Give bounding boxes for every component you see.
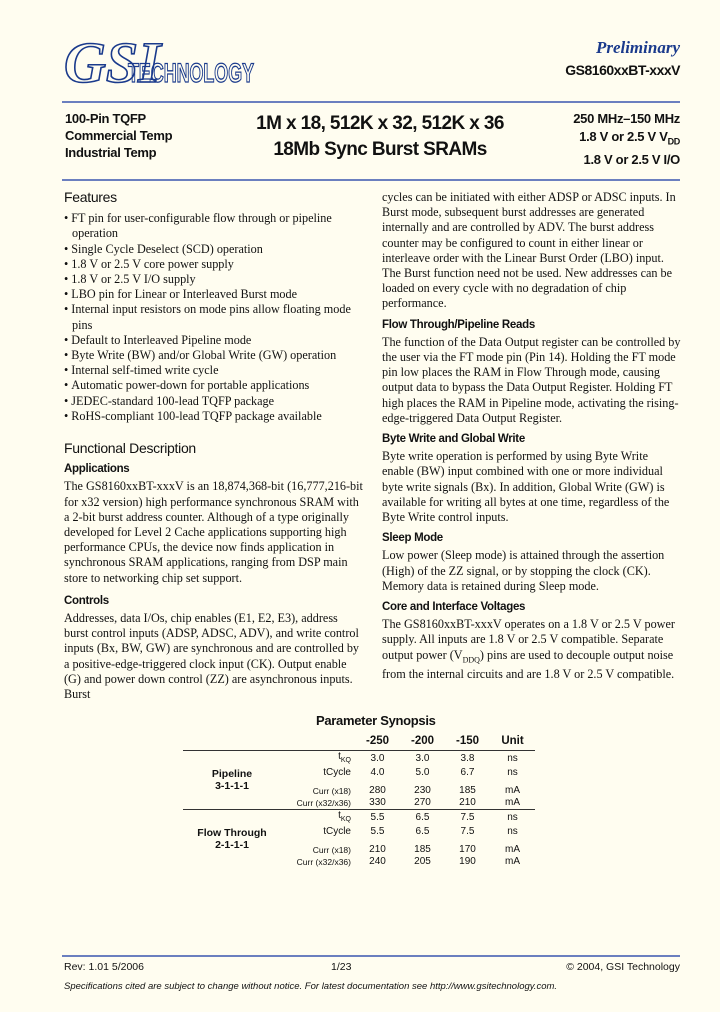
byte-write-heading: Byte Write and Global Write [382, 433, 525, 446]
header-spacer [183, 735, 281, 751]
unit-cell: mA [505, 785, 520, 796]
sleep-mode-text: Low power (Sleep mode) is attained through the assertion (High) of the ZZ signal, or by stopping the clock (CK). Memory data is retained during Sleep mode. [382, 548, 665, 593]
value-cell: 230 [414, 785, 431, 796]
value-cell: 205 [414, 856, 431, 867]
value-cell: 4.0 [370, 767, 385, 778]
parameter-label: Curr (x32/x36) [296, 798, 351, 808]
column-header: -150 [445, 735, 490, 751]
table-row [183, 751, 535, 768]
title-line-2: 18Mb Sync Burst SRAMs [273, 139, 487, 160]
feature-item: • Automatic power-down for portable applications [64, 378, 364, 393]
feature-item: • 1.8 V or 2.5 V I/O supply [64, 272, 364, 287]
group-label-line: 3-1-1-1 [215, 780, 249, 792]
speed-range: 250 MHz–150 MHz [573, 111, 680, 126]
controls-heading: Controls [64, 594, 109, 607]
value-cell: 170 [459, 844, 476, 855]
feature-item: • Single Cycle Deselect (SCD) operation [64, 242, 364, 257]
revision-text: Rev: 1.01 5/2006 [64, 961, 144, 973]
copyright: © 2004, GSI Technology [566, 961, 680, 973]
column-header: Unit [490, 735, 535, 751]
value-cell: 6.5 [400, 810, 445, 827]
parameter-label: $t_{KQ}$ [338, 751, 351, 764]
value-cell: 5.0 [415, 767, 430, 778]
document-title [230, 111, 530, 163]
speed-info [573, 110, 680, 169]
svg-text:TECHNOLOGY: TECHNOLOGY [128, 58, 254, 88]
value-cell: 185 [459, 785, 476, 796]
parameter-synopsis-table [183, 735, 535, 868]
core-voltages-heading: Core and Interface Voltages [382, 601, 526, 614]
gsi-logo-graphic [62, 20, 262, 100]
gsi-logo [62, 20, 262, 100]
parameter-label: tCycle [323, 826, 351, 837]
core-voltages-text: The GS8160xxBT-xxxV operates on a 1.8 V or 2.5 V power supply. All inputs are 1.8 V or 2.5 V compatible. Separate output power $(V_{DDQ})$ pins are used to decouple output noise from the internal circuits and are 1.8 V or 2.5 V compatible. [382, 617, 675, 682]
value-cell: 3.0 [370, 753, 385, 764]
package-info [65, 110, 172, 161]
parameter-label: Curr (x32/x36) [296, 857, 351, 867]
applications-heading: Applications [64, 463, 130, 476]
value-cell: 210 [459, 797, 476, 808]
group-label [183, 810, 281, 869]
parameter-label: Curr (x18) [312, 845, 351, 855]
group-label-line: Flow Through [197, 827, 267, 839]
value-cell: 3.8 [460, 753, 475, 764]
unit-cell: ns [507, 767, 518, 778]
value-cell: 210 [369, 844, 386, 855]
footer-note: Specifications cited are subject to change without notice. For latest documentation see http://www.gsitechnology.com. [64, 981, 558, 992]
burst-text: cycles can be initiated with either ADSP or ADSC inputs. In Burst mode, subsequent burst addresses are generated internally and are controlled by ADV. The burst address counter may be configured to count in either linear or interleave order with the Linear Burst Order (LBO) input. The Burst function need not be used. New addresses can be loaded on every cycle with no degradation of chip performance. [382, 190, 676, 311]
package-line: Commercial Temp [65, 128, 173, 143]
feature-item: • Internal input resistors on mode pins allow floating mode pins [64, 302, 364, 332]
value-cell: 5.5 [355, 810, 400, 827]
unit-cell: ns [507, 826, 518, 837]
value-cell: 280 [369, 785, 386, 796]
core-voltage: 1.8 V or 2.5 V $V_{DD}$ [579, 129, 680, 147]
right-column [382, 190, 682, 683]
preliminary-label: Preliminary [595, 38, 680, 57]
feature-item: • JEDEC-standard 100-lead TQFP package [64, 394, 364, 409]
footer-revision [64, 961, 352, 973]
footer-rule [62, 955, 680, 957]
package-line: Industrial Temp [65, 145, 157, 160]
features-list [64, 211, 364, 424]
column-header: -250 [355, 735, 400, 751]
column-header: -200 [400, 735, 445, 751]
value-cell: 330 [369, 797, 386, 808]
feature-item: • FT pin for user-configurable flow through or pipeline operation [64, 211, 364, 241]
title-line-1: 1M x 18, 512K x 32, 512K x 36 [256, 113, 504, 134]
applications-text: The GS8160xxBT-xxxV is an 18,874,368-bit (16,777,216-bit for x32 version) high performance synchronous SRAM with a 2-bit burst address counter. Although of a type originally developed for Level 2 Cache applications supporting high performance CPUs, the device now finds application in synchronous SRAM applications, ranging from DSP main store to networking chip set support. [64, 479, 363, 585]
value-cell: 270 [414, 797, 431, 808]
flow-through-text: The function of the Data Output register can be controlled by the user via the FT mode pin (Pin 14). Holding the FT mode pin low places the RAM in Flow Through mode, causing output data to bypass the Data Output Register. Holding FT high places the RAM in Pipeline mode, activating the rising-edge-triggered Data Output Register. [382, 334, 681, 425]
feature-item: • LBO pin for Linear or Interleaved Burst mode [64, 287, 364, 302]
group-label [183, 751, 281, 810]
value-cell: 5.5 [370, 826, 385, 837]
unit-cell: mA [505, 856, 520, 867]
header-spacer [281, 735, 355, 751]
svg-text:GSI: GSI [64, 30, 161, 95]
value-cell: 240 [369, 856, 386, 867]
unit-cell: mA [505, 844, 520, 855]
functional-description-heading: Functional Description [64, 440, 196, 457]
feature-item: • Internal self-timed write cycle [64, 363, 364, 378]
feature-item: • RoHS-compliant 100-lead TQFP package available [64, 409, 364, 424]
part-number: GS8160xxBT-xxxV [565, 62, 680, 78]
page-number: 1/23 [331, 961, 352, 973]
parameter-label: $t_{KQ}$ [281, 810, 355, 827]
feature-item: • Byte Write (BW) and/or Global Write (GW) operation [64, 348, 364, 363]
flow-through-heading: Flow Through/Pipeline Reads [382, 318, 535, 331]
feature-item: • 1.8 V or 2.5 V core power supply [64, 257, 364, 272]
feature-item: • Default to Interleaved Pipeline mode [64, 333, 364, 348]
value-cell: 6.5 [415, 826, 430, 837]
unit-cell: ns [490, 810, 535, 827]
parameter-label: tCycle [323, 767, 351, 778]
value-cell: 3.0 [415, 753, 430, 764]
value-cell: 185 [414, 844, 431, 855]
sleep-mode-heading: Sleep Mode [382, 532, 443, 545]
header-rule [62, 101, 680, 103]
value-cell: 6.7 [460, 767, 475, 778]
value-cell: 7.5 [460, 826, 475, 837]
unit-cell: ns [507, 753, 518, 764]
value-cell: 7.5 [445, 810, 490, 827]
byte-write-text: Byte write operation is performed by using Byte Write enable (BW) input combined with one or more individual byte write signals (Bx). In addition, Global Write (GW) is available for writing all bytes at one time, regardless of the Byte Write control inputs. [382, 449, 670, 525]
parameter-synopsis-title: Parameter Synopsis [316, 713, 436, 728]
group-label-line: 2-1-1-1 [215, 839, 249, 851]
io-voltage: 1.8 V or 2.5 V I/O [583, 151, 680, 167]
value-cell: 190 [459, 856, 476, 867]
features-heading: Features [64, 189, 117, 205]
title-rule [62, 179, 680, 181]
left-column [64, 190, 364, 702]
group-label-line: Pipeline [211, 768, 253, 780]
parameter-label: Curr (x18) [312, 786, 351, 796]
controls-text: Addresses, data I/Os, chip enables (E1, E2, E3), address burst control inputs (ADSP, ADSC, ADV), and write control inputs (Bx, BW, GW) are synchronous and are controlled by a positive-edge-triggered clock input (CK). Output enable (G) and power down control (ZZ) are asynchronous inputs. Burst [64, 611, 360, 702]
unit-cell: mA [505, 797, 520, 808]
table-row [183, 810, 535, 827]
package-line: 100-Pin TQFP [65, 111, 146, 126]
